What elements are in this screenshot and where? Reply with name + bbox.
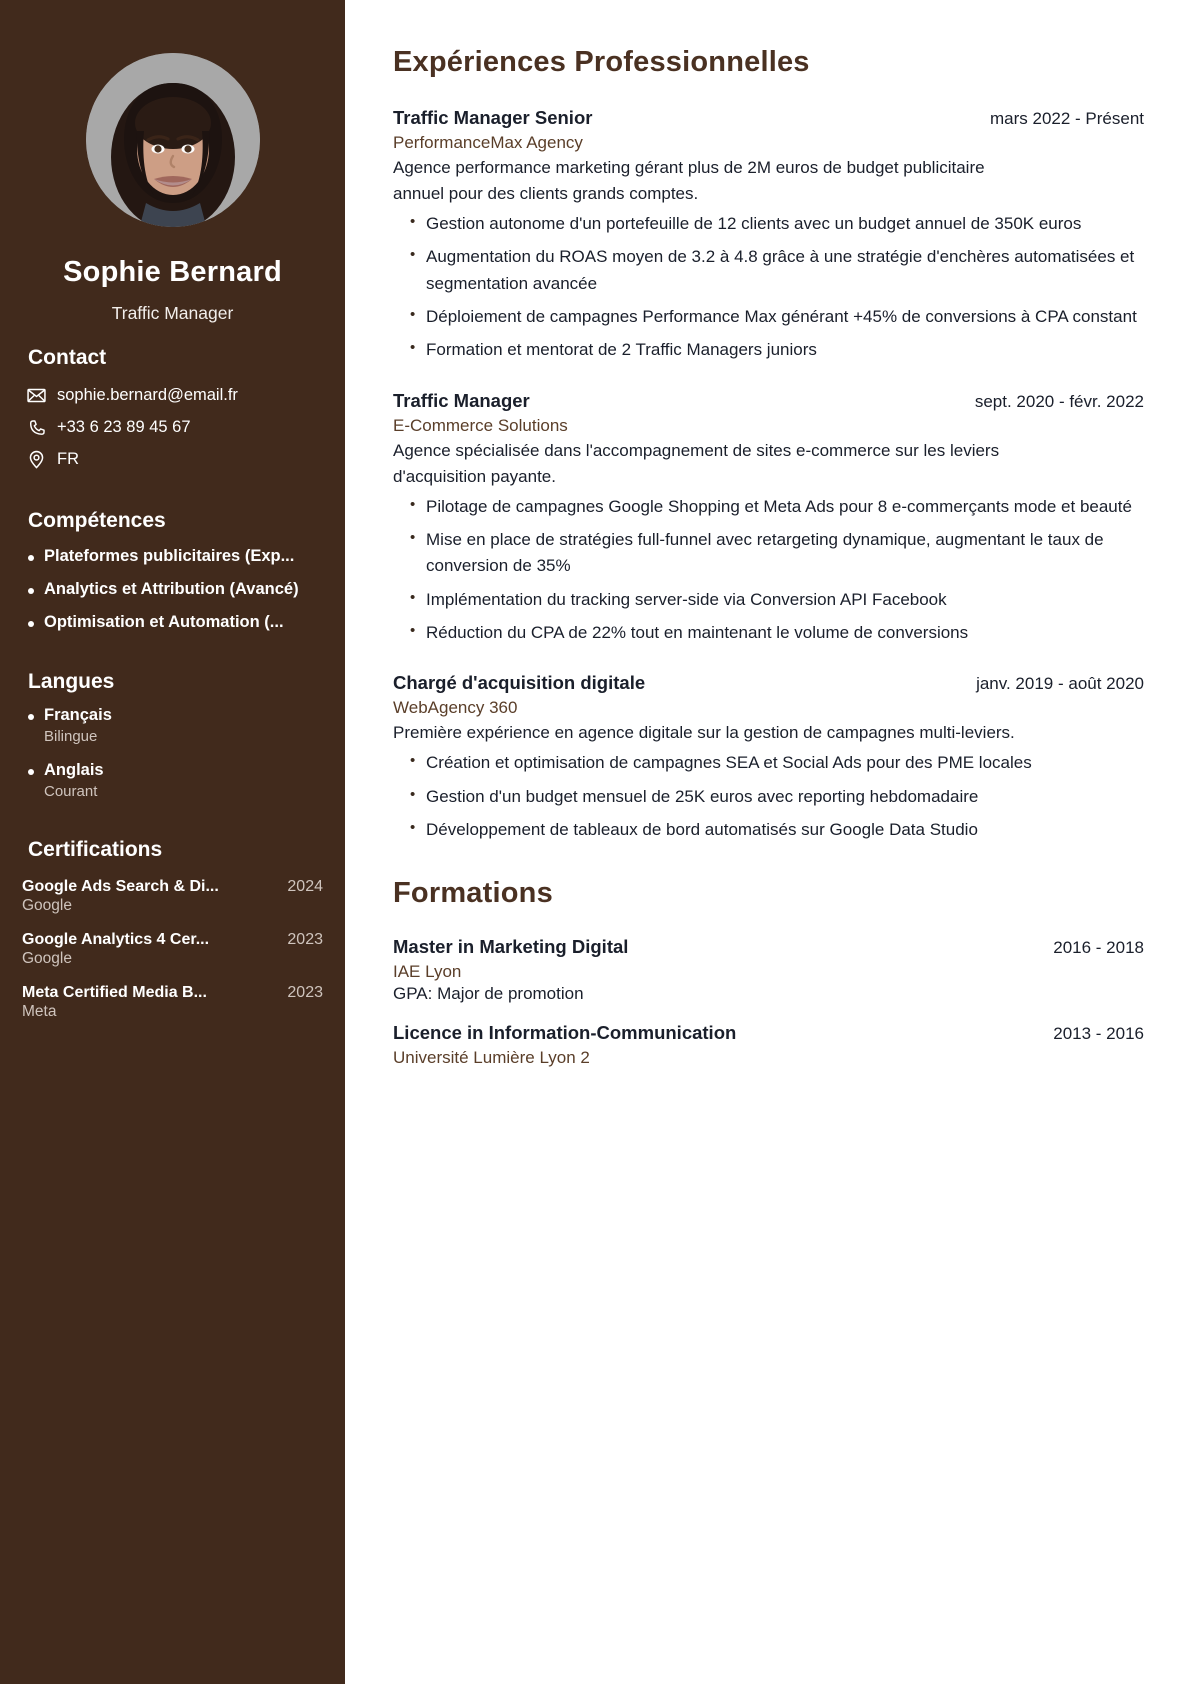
certification-name: Meta Certified Media B... xyxy=(22,984,207,1001)
certification-issuer: Meta xyxy=(22,1003,57,1020)
education-organization: IAE Lyon xyxy=(393,962,462,982)
skill-item: Analytics et Attribution (Avancé) xyxy=(22,580,323,599)
certification-issuer: Google xyxy=(22,897,72,914)
experience-bullet: • Formation et mentorat de 2 Traffic Managers juniors xyxy=(393,337,1144,363)
education-date: 2013 - 2016 xyxy=(1053,1024,1144,1044)
experience-organization: WebAgency 360 xyxy=(393,698,518,718)
experience-bullets xyxy=(393,494,1144,647)
languages-section xyxy=(22,670,323,800)
contact-email-value: sophie.bernard@email.fr xyxy=(57,386,238,404)
certification-header xyxy=(22,878,323,896)
phone-icon xyxy=(27,418,46,437)
experience-bullet: • Déploiement de campagnes Performance Max générant +45% de conversions à CPA constant xyxy=(393,304,1144,330)
experience-bullet: • Implémentation du tracking server-side via Conversion API Facebook xyxy=(393,587,1144,613)
experience-description: Première expérience en agence digitale sur la gestion de campagnes multi-leviers. xyxy=(393,723,1015,743)
experience-description: Agence performance marketing gérant plus de 2M euros de budget publicitaire annuel pour des clients grands comptes. xyxy=(393,158,985,203)
education-entry-header xyxy=(393,936,1144,958)
avatar-wrap xyxy=(22,0,323,227)
experience-title: Traffic Manager xyxy=(393,389,530,411)
language-item xyxy=(22,761,323,800)
contact-email[interactable] xyxy=(22,386,323,405)
sidebar xyxy=(0,0,345,1684)
avatar-photo-icon xyxy=(86,53,260,227)
skills-heading: Compétences xyxy=(28,509,166,532)
experience-entry xyxy=(393,390,1144,647)
experience-entry xyxy=(393,107,1144,364)
envelope-icon xyxy=(27,386,46,405)
certification-issuer: Google xyxy=(22,950,72,967)
contact-phone[interactable] xyxy=(22,418,323,437)
education-heading: Formations xyxy=(393,877,553,910)
main-content xyxy=(345,0,1190,1684)
education-organization: Université Lumière Lyon 2 xyxy=(393,1048,590,1068)
certifications-list xyxy=(22,878,323,1021)
skills-section xyxy=(22,509,323,632)
candidate-name: Sophie Bernard xyxy=(63,256,282,288)
contact-location[interactable] xyxy=(22,450,323,469)
experience-bullet: • Gestion d'un budget mensuel de 25K euros avec reporting hebdomadaire xyxy=(393,784,1144,810)
experience-heading: Expériences Professionnelles xyxy=(393,46,810,78)
experience-bullet: • Création et optimisation de campagnes SEA et Social Ads pour des PME locales xyxy=(393,750,1144,776)
certification-name: Google Ads Search & Di... xyxy=(22,878,219,895)
skill-item: Plateformes publicitaires (Exp... xyxy=(22,547,323,566)
experience-bullet: • Gestion autonome d'un portefeuille de 12 clients avec un budget annuel de 350K euros xyxy=(393,211,1144,237)
certification-year: 2023 xyxy=(287,931,323,948)
experience-title: Traffic Manager Senior xyxy=(393,107,593,128)
contact-heading: Contact xyxy=(28,346,107,369)
experience-entry xyxy=(393,672,1144,843)
skills-list xyxy=(22,547,323,632)
contact-section xyxy=(22,346,323,469)
experience-date: sept. 2020 - févr. 2022 xyxy=(974,391,1144,411)
experience-bullet: • Réduction du CPA de 22% tout en maintenant le volume de conversions xyxy=(393,620,1144,646)
experience-bullets xyxy=(393,750,1144,843)
experience-bullets xyxy=(393,211,1144,364)
education-entry xyxy=(393,1022,1144,1068)
experience-bullet: • Augmentation du ROAS moyen de 3.2 à 4.8 grâce à une stratégie d'enchères automatisées et segmentation avancée xyxy=(393,244,1144,297)
education-entry-header xyxy=(393,1022,1144,1044)
skill-item: Optimisation et Automation (... xyxy=(22,613,323,632)
language-name: Anglais xyxy=(44,761,104,779)
contact-phone-value: +33 6 23 89 45 67 xyxy=(57,418,191,436)
language-level: Bilingue xyxy=(44,728,98,745)
contact-list xyxy=(22,386,323,469)
experience-entry-header xyxy=(393,672,1144,694)
experience-entry-header xyxy=(393,390,1144,412)
experience-bullet: • Pilotage de campagnes Google Shopping et Meta Ads pour 8 e-commerçants mode et beauté xyxy=(393,494,1144,520)
avatar xyxy=(86,53,260,227)
certifications-section xyxy=(22,838,323,1021)
education-date: 2016 - 2018 xyxy=(1053,938,1144,958)
certification-year: 2024 xyxy=(287,878,323,895)
experience-description: Agence spécialisée dans l'accompagnement de sites e-commerce sur les leviers d'acquisition payante. xyxy=(393,440,1000,486)
experience-bullet: • Développement de tableaux de bord automatisés sur Google Data Studio xyxy=(393,817,1144,843)
certifications-heading: Certifications xyxy=(28,838,163,861)
location-pin-icon xyxy=(27,450,46,469)
certification-header xyxy=(22,984,323,1002)
experience-organization: E-Commerce Solutions xyxy=(393,415,568,435)
languages-list xyxy=(22,706,323,800)
certification-item xyxy=(22,878,323,915)
certification-header xyxy=(22,931,323,949)
languages-heading: Langues xyxy=(28,670,115,693)
education-title: Master in Marketing Digital xyxy=(393,936,629,958)
education-title: Licence in Information-Communication xyxy=(393,1022,737,1044)
certification-item xyxy=(22,931,323,968)
certification-name: Google Analytics 4 Cer... xyxy=(22,931,210,948)
experience-bullet: • Mise en place de stratégies full-funnel avec retargeting dynamique, augmentant le taux de conversion de 35% xyxy=(393,527,1144,580)
experience-title: Chargé d'acquisition digitale xyxy=(393,672,646,694)
education-entry xyxy=(393,936,1144,1004)
experience-date: janv. 2019 - août 2020 xyxy=(976,674,1144,694)
language-name: Français xyxy=(44,706,112,724)
contact-location-value: FR xyxy=(57,450,79,468)
language-level: Courant xyxy=(44,783,98,800)
language-item xyxy=(22,706,323,745)
certification-year: 2023 xyxy=(287,984,323,1001)
experience-date: mars 2022 - Présent xyxy=(989,109,1144,128)
experience-organization: PerformanceMax Agency xyxy=(393,133,583,152)
education-note: GPA: Major de promotion xyxy=(393,984,584,1004)
candidate-job-title: Traffic Manager xyxy=(111,303,234,323)
experience-entry-header xyxy=(393,107,1144,129)
certification-item xyxy=(22,984,323,1021)
